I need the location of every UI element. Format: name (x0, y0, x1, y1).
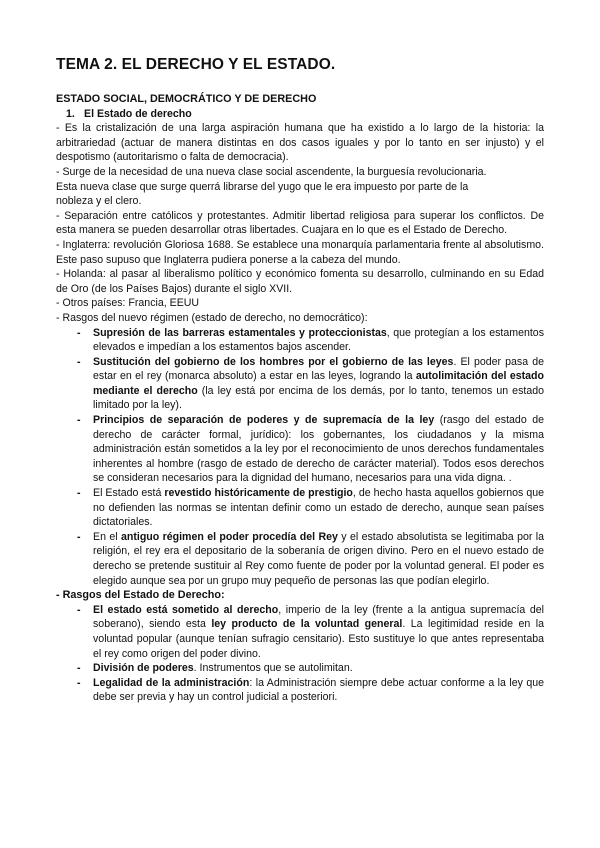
page-title: TEMA 2. EL DERECHO Y EL ESTADO. (56, 56, 336, 73)
section-heading: ESTADO SOCIAL, DEMOCRÁTICO Y DE DERECHO (56, 93, 317, 105)
list-item-bold: División de poderes (93, 662, 194, 675)
list-item-text: , que protegían a los estamentos elevados e impedían a los estamentos bajos ascender. (93, 326, 544, 354)
paragraph: nobleza y el clero. (56, 195, 142, 208)
paragraph: - Holanda: al pasar al liberalismo político y económico fomenta su desarrollo, culminando en su Edad de Oro (de los Países Bajos) durante el siglo XVII. (56, 268, 544, 295)
list-item-bold: revestido históricamente de prestigio (164, 487, 353, 500)
list-item (56, 326, 544, 355)
list-item-bold: Legalidad de la administración (93, 676, 250, 689)
list-item-bold: El estado está sometido al derecho (93, 603, 279, 616)
subsection-heading (66, 107, 544, 122)
document-body (56, 92, 544, 705)
list-item (56, 413, 544, 486)
list-item-text: , de hecho hasta aquellos gobiernos que no defienden las normas se intentan definir como un estado de derecho, aunque sean países dictatoriales. (93, 487, 544, 529)
paragraph: - Otros países: Francia, EEUU (56, 297, 200, 310)
list-item-bold: Principios de separación de poderes y de supremacía de la ley (93, 414, 435, 427)
list-item-bold: Supresión de las barreras estamentales y proteccionistas (93, 326, 387, 339)
list-item-bold: Sustitución del gobierno de los hombres por el gobierno de las leyes (93, 355, 454, 368)
subsection-number: 1. (66, 107, 75, 120)
rasgos-nuevo-regimen-list (56, 326, 544, 589)
rasgos-estado-heading: - Rasgos del Estado de Derecho: (56, 589, 225, 602)
paragraph: - Es la cristalización de una larga aspiración humana que ha existido a lo largo de la historia: la arbitrariedad (actuar de manera distintas en dos casos iguales y por lo tanto en ser injusto) y el despotismo (autoritarismo o falta de democracia). (56, 122, 544, 164)
list-item (56, 676, 544, 705)
list-item (56, 355, 544, 413)
list-item-text: y el estado absolutista se legitimaba por la religión, el rey era el depositario de la soberanía de origen divino. Pero en el nuevo estado de derecho se pretende sustituir al Rey como fuente de poder por la voluntad general. El poder es elegido aunque sea por un grupo muy pequeño de personas las que podían elegirlo. (93, 530, 545, 587)
list-item-text: En el (93, 530, 121, 543)
list-item-text: , imperio de la ley (frente a la antigua supremacía del soberano), siendo esta (93, 603, 544, 631)
list-item-text: . Instrumentos que se autolimitan. (193, 662, 353, 675)
list-item (56, 603, 544, 661)
paragraph: Esta nueva clase que surge querrá librarse del yugo que le era impuesto por parte de la (56, 180, 469, 193)
paragraph: - Separación entre católicos y protestantes. Admitir libertad religiosa para superar los conflictos. De esta manera se pueden desarrollar otras libertades. Cuajara en lo que es el Estado de Derecho. (56, 209, 544, 237)
list-item-text: (rasgo del estado de derecho de carácter formal, jurídico): los gobernantes, los ciudadanos y la misma administración están sometidos a la ley por el reconocimiento de unos derechos fundamentales inherentes al hombre (rasgo de estado de derecho de carácter material). Todos esos derechos se consideran necesarios para la dignidad del humano, necesarios para una vida digna. . (93, 414, 544, 485)
list-item (56, 486, 544, 530)
list-item-bold: ley producto de la voluntad general (211, 618, 403, 631)
list-item (56, 530, 544, 588)
list-item-text: . La legitimidad reside en la voluntad popular (aunque tenían sufragio censitario). Esto sustituye lo que antes representaba el rey como origen del poder divino. (93, 618, 544, 660)
list-item (56, 661, 544, 676)
list-item-text: El Estado está (93, 487, 165, 500)
list-item-bold: autolimitación del estado mediante el derecho (93, 370, 544, 397)
paragraph: - Rasgos del nuevo régimen (estado de derecho, no democrático): (56, 311, 368, 324)
paragraph: - Surge de la necesidad de una nueva clase social ascendente, la burguesía revolucionaria. (56, 165, 487, 178)
list-item-text: (la ley está por encima de los demás, por lo tanto, tenemos un estado limitado por la ley). (93, 384, 544, 412)
rasgos-estado-list (56, 603, 544, 705)
subsection-label: El Estado de derecho (84, 107, 192, 120)
paragraph: - Inglaterra: revolución Gloriosa 1688. Se establece una monarquía parlamentaria frente al absolutismo. Este paso supuso que Inglaterra pudiera ponerse a la cabeza del mundo. (56, 238, 544, 266)
list-item-text: . El poder pasa de estar en el rey (monarca absoluto) a estar en las leyes, logrando la (93, 355, 544, 383)
list-item-text: : la Administración siempre debe actuar conforme a la ley que debe ser previa y hay un control judicial a posteriori. (93, 676, 545, 704)
list-item-bold: antiguo régimen el poder procedía del Rey (120, 530, 338, 543)
